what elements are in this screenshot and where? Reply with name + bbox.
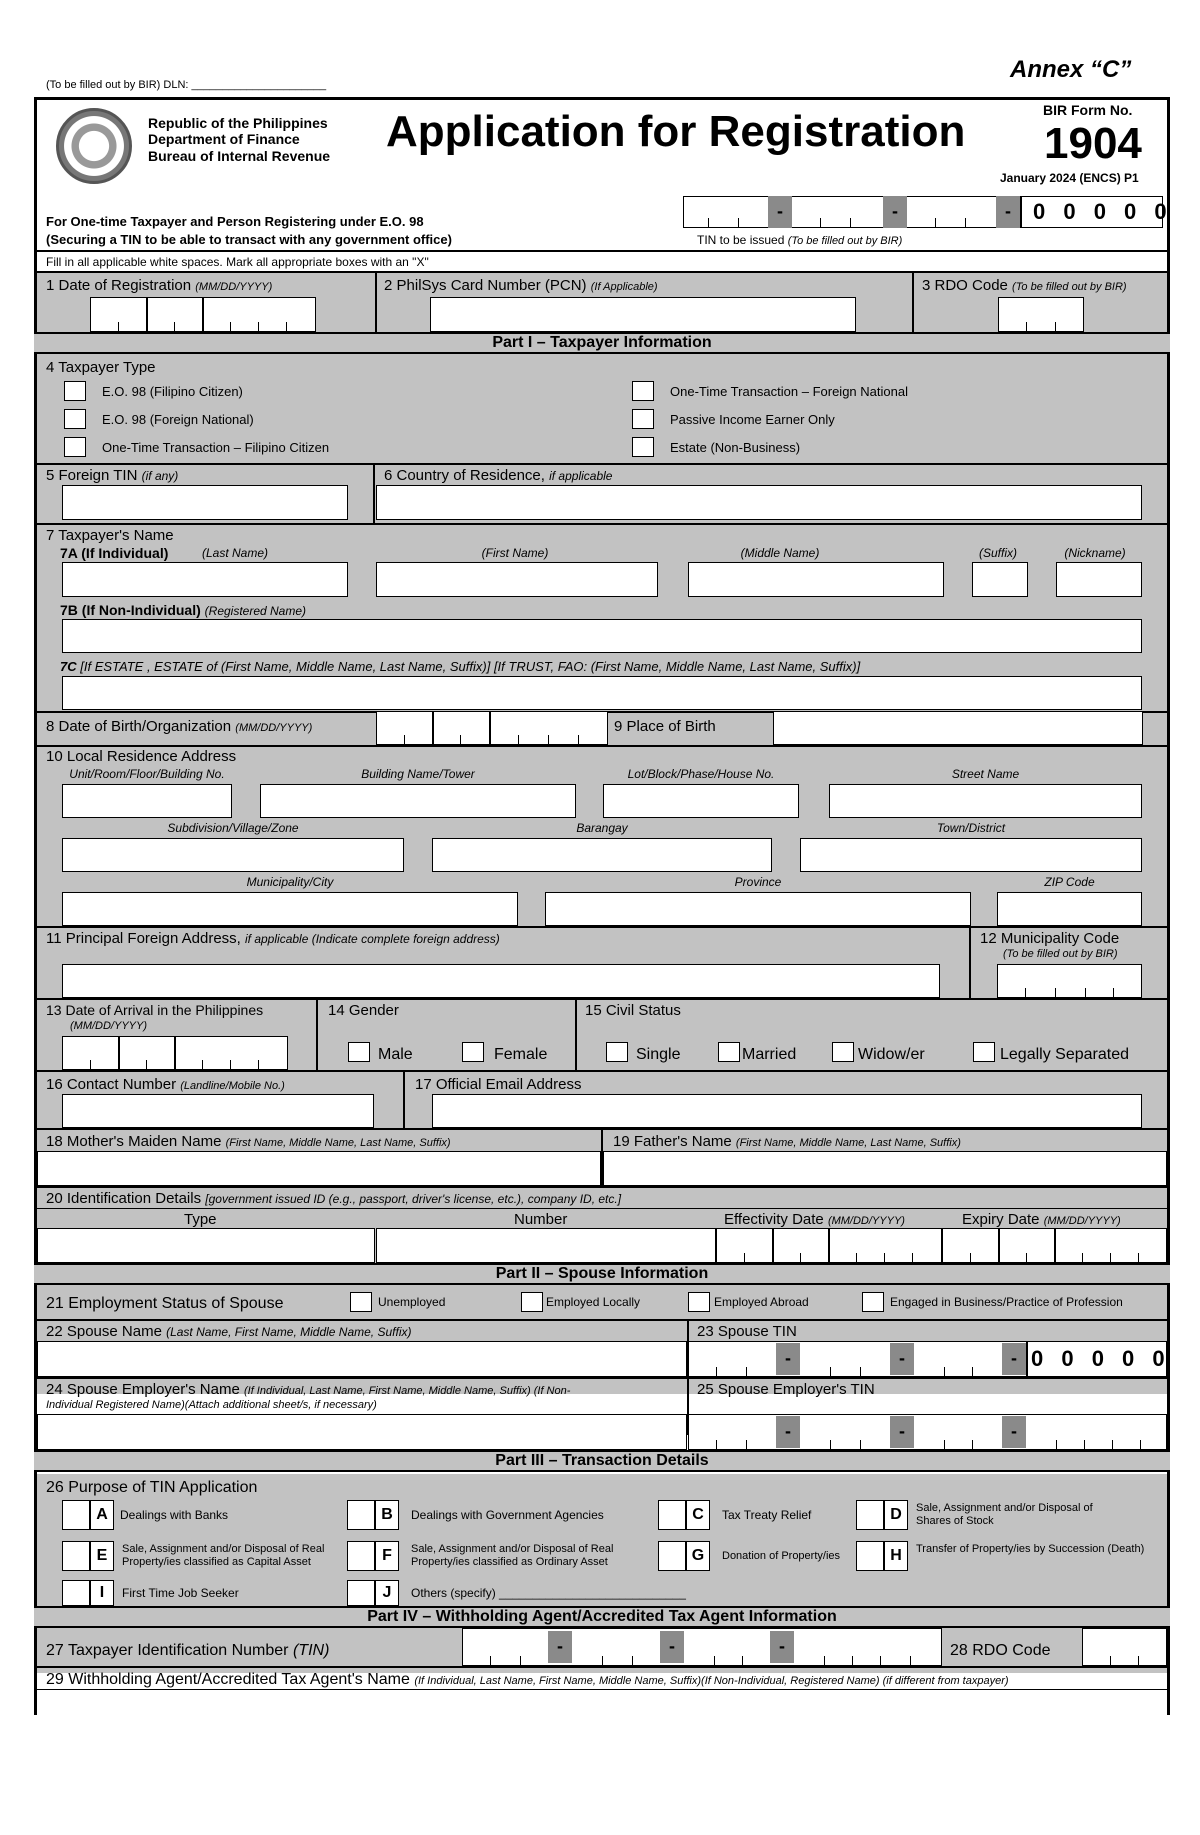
registered-name-field[interactable] — [62, 619, 1142, 653]
spouse-unemployed-label: Unemployed — [378, 1295, 446, 1309]
agent-tin-dash-2: - — [660, 1631, 684, 1663]
street-field[interactable] — [829, 784, 1142, 818]
zip-caption: ZIP Code — [1044, 875, 1095, 889]
agency-line-3: Bureau of Internal Revenue — [148, 148, 331, 164]
subdivision-caption: Subdivision/Village/Zone — [167, 821, 299, 835]
nickname-caption: (Nickname) — [1064, 546, 1126, 560]
purpose-g-label: Donation of Property/ies — [722, 1550, 841, 1562]
barangay-field[interactable] — [432, 838, 772, 872]
agent-name-field[interactable] — [37, 1690, 1167, 1715]
email-field[interactable] — [432, 1094, 1142, 1128]
gender-female-checkbox[interactable] — [462, 1042, 484, 1062]
spouse-employer-field[interactable] — [37, 1414, 687, 1450]
first-name-field[interactable] — [376, 562, 658, 597]
part3-header: Part III – Transaction Details — [34, 1450, 1170, 1472]
tin-branch-code: 0 0 0 0 0 — [1033, 199, 1173, 224]
part4-header: Part IV – Withholding Agent/Accredited Tax Agent Information — [34, 1606, 1170, 1628]
spouse-unemployed-checkbox[interactable] — [350, 1292, 372, 1312]
part1-header: Part I – Taxpayer Information — [34, 332, 1170, 354]
identification-label: 20 Identification Details [government issued ID (e.g., passport, driver's license, etc.), company ID, etc.] — [46, 1190, 622, 1207]
unit-field[interactable] — [62, 784, 232, 818]
email-label: 17 Official Email Address — [415, 1076, 582, 1093]
purpose-a-letter: A — [90, 1500, 114, 1530]
date-of-birth-field[interactable] — [376, 711, 608, 745]
id-type-field[interactable] — [37, 1228, 375, 1263]
purpose-c-letter: C — [686, 1500, 710, 1530]
last-name-field[interactable] — [62, 562, 348, 597]
municipality-caption: Municipality/City — [246, 875, 334, 889]
instructions: Fill in all applicable white spaces. Mark all appropriate boxes with an "X" — [46, 255, 429, 269]
type-passive-income-label: Passive Income Earner Only — [670, 412, 835, 427]
place-of-birth-label: 9 Place of Birth — [614, 718, 716, 735]
first-name-caption: (First Name) — [481, 546, 549, 560]
spouse-business-label: Engaged in Business/Practice of Profession — [890, 1295, 1123, 1309]
purpose-e-label: Sale, Assignment and/or Disposal of Real Property/ies classified as Capital Asset — [122, 1543, 325, 1568]
form-version: January 2024 (ENCS) P1 — [1000, 171, 1139, 185]
civil-separated-checkbox[interactable] — [973, 1042, 995, 1062]
purpose-j-letter: J — [375, 1580, 399, 1606]
agent-tin-label: 27 Taxpayer Identification Number (TIN) — [46, 1642, 330, 1659]
civil-widow-label: Widow/er — [858, 1046, 925, 1063]
municipality-code-note: (To be filled out by BIR) — [1003, 948, 1118, 960]
employer-tin-dash-3: - — [1002, 1416, 1026, 1448]
purpose-d-label: Sale, Assignment and/or Disposal of Shares of Stock — [916, 1502, 1093, 1527]
purpose-i-checkbox[interactable] — [62, 1580, 90, 1606]
estate-trust-name-field[interactable] — [62, 676, 1142, 710]
purpose-b-checkbox[interactable] — [347, 1500, 375, 1530]
lot-field[interactable] — [603, 784, 799, 818]
tin-dash-2: - — [883, 196, 907, 228]
fathers-name-field[interactable] — [603, 1151, 1167, 1186]
country-of-residence-label: 6 Country of Residence, if applicable — [384, 467, 613, 484]
id-number-field[interactable] — [376, 1228, 716, 1263]
for-line-1: For One-time Taxpayer and Person Registering under E.O. 98 — [46, 214, 424, 229]
spouse-tin-label: 23 Spouse TIN — [697, 1323, 797, 1340]
purpose-b-letter: B — [375, 1500, 399, 1530]
civil-married-checkbox[interactable] — [718, 1042, 740, 1062]
purpose-h-checkbox[interactable] — [856, 1541, 884, 1571]
agency-line-1: Republic of the Philippines — [148, 115, 328, 131]
type-onetime-foreign-label: One-Time Transaction – Foreign National — [670, 384, 908, 399]
agent-tin-field[interactable] — [462, 1628, 942, 1666]
employer-tin-dash-1: - — [776, 1416, 800, 1448]
town-caption: Town/District — [936, 821, 1006, 835]
rdo-code-label: 3 RDO Code (To be filled out by BIR) — [922, 277, 1127, 294]
purpose-e-letter: E — [90, 1541, 114, 1571]
employer-tin-dash-2: - — [890, 1416, 914, 1448]
spouse-name-label: 22 Spouse Name (Last Name, First Name, Middle Name, Suffix) — [46, 1323, 412, 1340]
spouse-employer-tin-field[interactable] — [688, 1414, 1167, 1450]
type-onetime-filipino-label: One-Time Transaction – Filipino Citizen — [102, 440, 330, 455]
rdo-code-field[interactable] — [998, 297, 1084, 332]
date-of-arrival-label: 13 Date of Arrival in the Philippines — [46, 1002, 264, 1018]
id-number-header: Number — [514, 1211, 568, 1228]
spouse-employer-note: Individual Registered Name)(Attach additional sheet/s, if necessary) — [46, 1399, 377, 1411]
purpose-d-checkbox[interactable] — [856, 1500, 884, 1530]
subdivision-field[interactable] — [62, 838, 404, 872]
spouse-tin-branch: 0 0 0 0 0 — [1031, 1346, 1171, 1371]
local-address-label: 10 Local Residence Address — [46, 748, 237, 765]
province-field[interactable] — [545, 892, 971, 926]
purpose-d-letter: D — [884, 1500, 908, 1530]
municipality-code-label: 12 Municipality Code — [980, 930, 1120, 947]
foreign-tin-field[interactable] — [62, 485, 348, 520]
building-field[interactable] — [260, 784, 576, 818]
civil-married-label: Married — [742, 1046, 797, 1063]
individual-label: 7A (If Individual) — [60, 545, 169, 561]
spouse-name-field[interactable] — [37, 1341, 687, 1377]
taxpayer-type-label: 4 Taxpayer Type — [46, 359, 156, 376]
purpose-f-letter: F — [375, 1541, 399, 1571]
unit-caption: Unit/Room/Floor/Building No. — [69, 767, 225, 781]
suffix-field[interactable] — [972, 562, 1028, 597]
agent-name-label: 29 Withholding Agent/Accredited Tax Agent's Name (If Individual, Last Name, First Name, Middle Name, Suffix)(If Non-Individual, Registered Name) (if different from taxpayer) — [46, 1671, 1009, 1688]
building-caption: Building Name/Tower — [361, 767, 475, 781]
bir-seal-icon — [56, 108, 132, 184]
non-individual-label: 7B (If Non-Individual) (Registered Name) — [60, 602, 307, 618]
fathers-name-label: 19 Father's Name (First Name, Middle Name, Last Name, Suffix) — [613, 1133, 961, 1150]
foreign-address-field[interactable] — [62, 964, 940, 998]
foreign-tin-label: 5 Foreign TIN (if any) — [46, 467, 179, 484]
annex-label: Annex “C” — [1010, 56, 1132, 83]
mothers-name-label: 18 Mother's Maiden Name (First Name, Middle Name, Last Name, Suffix) — [46, 1133, 451, 1150]
civil-separated-label: Legally Separated — [1000, 1046, 1129, 1063]
spouse-tin-dash-3: - — [1002, 1343, 1026, 1375]
zip-field[interactable] — [997, 892, 1142, 926]
type-estate-checkbox[interactable] — [632, 437, 654, 457]
purpose-f-label: Sale, Assignment and/or Disposal of Real Property/ies classified as Ordinary Asset — [411, 1543, 614, 1568]
id-effectivity-header: Effectivity Date (MM/DD/YYYY) — [724, 1211, 905, 1228]
province-caption: Province — [734, 875, 782, 889]
type-estate-label: Estate (Non-Business) — [670, 440, 801, 455]
form-number: 1904 — [1044, 119, 1142, 168]
agency-line-2: Department of Finance — [148, 131, 300, 147]
spouse-business-checkbox[interactable] — [862, 1292, 884, 1312]
purpose-c-checkbox[interactable] — [658, 1500, 686, 1530]
mothers-name-field[interactable] — [37, 1151, 601, 1186]
agent-rdo-label: 28 RDO Code — [950, 1642, 1051, 1659]
purpose-g-letter: G — [686, 1541, 710, 1571]
spouse-employed-locally-checkbox[interactable] — [521, 1292, 543, 1312]
purpose-b-label: Dealings with Government Agencies — [411, 1508, 604, 1522]
taxpayer-name-label: 7 Taxpayer's Name — [46, 527, 174, 544]
type-onetime-filipino-checkbox[interactable] — [64, 437, 86, 457]
philsys-card-number-field[interactable] — [430, 297, 856, 332]
agent-tin-dash-1: - — [548, 1631, 572, 1663]
tin-dash-3: - — [996, 196, 1020, 228]
spouse-employer-tin-label: 25 Spouse Employer's TIN — [697, 1381, 875, 1398]
date-of-arrival-note: (MM/DD/YYYY) — [70, 1020, 147, 1032]
philsys-label: 2 PhilSys Card Number (PCN) (If Applicable) — [384, 277, 658, 294]
gender-female-label: Female — [494, 1046, 548, 1063]
purpose-i-letter: I — [90, 1580, 114, 1606]
form-label: BIR Form No. — [1043, 102, 1133, 118]
type-eo98-filipino-label: E.O. 98 (Filipino Citizen) — [102, 384, 243, 399]
last-name-caption: (Last Name) — [201, 546, 269, 560]
form-title: Application for Registration — [386, 107, 966, 156]
id-type-header: Type — [184, 1211, 217, 1228]
place-of-birth-field[interactable] — [773, 711, 1143, 745]
municipality-field[interactable] — [62, 892, 518, 926]
contact-number-field[interactable] — [62, 1094, 374, 1128]
date-of-registration-label: 1 Date of Registration (MM/DD/YYYY) — [46, 277, 273, 294]
agent-rdo-field[interactable] — [1082, 1628, 1167, 1666]
spouse-employer-label: 24 Spouse Employer's Name (If Individual, Last Name, First Name, Middle Name, Suffix) (If Non- — [46, 1381, 571, 1398]
dln-label: (To be filled out by BIR) DLN: ______________________ — [46, 79, 327, 91]
purpose-a-checkbox[interactable] — [62, 1500, 90, 1530]
estate-trust-label: 7C [If ESTATE , ESTATE of (First Name, Middle Name, Last Name, Suffix)] [If TRUST, FAO: (First Name, Middle Name, Last Name, Suffix)] — [60, 659, 861, 674]
spouse-employed-abroad-checkbox[interactable] — [688, 1292, 710, 1312]
for-line-2: (Securing a TIN to be able to transact with any government office) — [46, 232, 452, 247]
spouse-tin-dash-1: - — [776, 1343, 800, 1375]
middle-name-caption: (Middle Name) — [740, 546, 820, 560]
date-of-birth-label: 8 Date of Birth/Organization (MM/DD/YYYY) — [46, 718, 313, 735]
civil-status-label: 15 Civil Status — [585, 1002, 681, 1019]
type-onetime-foreign-checkbox[interactable] — [632, 381, 654, 401]
civil-single-checkbox[interactable] — [606, 1042, 628, 1062]
agent-tin-dash-3: - — [770, 1631, 794, 1663]
municipality-code-field[interactable] — [997, 964, 1142, 998]
purpose-c-label: Tax Treaty Relief — [722, 1508, 812, 1522]
tin-dash-1: - — [768, 196, 792, 228]
foreign-address-label: 11 Principal Foreign Address, if applicable (Indicate complete foreign address) — [46, 930, 500, 947]
purpose-h-label: Transfer of Property/ies by Succession (Death) — [916, 1543, 1145, 1555]
purpose-a-label: Dealings with Banks — [120, 1508, 229, 1522]
contact-number-label: 16 Contact Number (Landline/Mobile No.) — [46, 1076, 285, 1093]
barangay-caption: Barangay — [576, 821, 628, 835]
spouse-tin-dash-2: - — [890, 1343, 914, 1375]
country-of-residence-field[interactable] — [376, 485, 1142, 520]
suffix-caption: (Suffix) — [978, 546, 1017, 560]
street-caption: Street Name — [951, 767, 1020, 781]
part2-header: Part II – Spouse Information — [34, 1263, 1170, 1285]
town-field[interactable] — [800, 838, 1142, 872]
purpose-g-checkbox[interactable] — [658, 1541, 686, 1571]
type-eo98-foreign-checkbox[interactable] — [64, 409, 86, 429]
civil-widow-checkbox[interactable] — [832, 1042, 854, 1062]
type-passive-income-checkbox[interactable] — [632, 409, 654, 429]
tin-to-be-issued-label: TIN to be issued (To be filled out by BIR) — [697, 233, 903, 247]
lot-caption: Lot/Block/Phase/House No. — [627, 767, 775, 781]
gender-male-label: Male — [378, 1046, 413, 1063]
spouse-employment-label: 21 Employment Status of Spouse — [46, 1295, 284, 1312]
type-eo98-foreign-label: E.O. 98 (Foreign National) — [102, 412, 254, 427]
purpose-i-label: First Time Job Seeker — [122, 1586, 239, 1600]
purpose-j-label: Others (specify) ____________________________ — [411, 1586, 686, 1600]
civil-single-label: Single — [636, 1046, 681, 1063]
middle-name-field[interactable] — [688, 562, 944, 597]
purpose-label: 26 Purpose of TIN Application — [46, 1479, 258, 1496]
gender-male-checkbox[interactable] — [348, 1042, 370, 1062]
purpose-h-letter: H — [884, 1541, 908, 1571]
purpose-f-checkbox[interactable] — [347, 1541, 375, 1571]
purpose-e-checkbox[interactable] — [62, 1541, 90, 1571]
spouse-employed-locally-label: Employed Locally — [546, 1295, 641, 1309]
purpose-j-checkbox[interactable] — [347, 1580, 375, 1606]
gender-label: 14 Gender — [328, 1002, 399, 1019]
type-eo98-filipino-checkbox[interactable] — [64, 381, 86, 401]
nickname-field[interactable] — [1056, 562, 1142, 597]
spouse-employed-abroad-label: Employed Abroad — [714, 1295, 809, 1309]
id-expiry-header: Expiry Date (MM/DD/YYYY) — [962, 1211, 1121, 1228]
